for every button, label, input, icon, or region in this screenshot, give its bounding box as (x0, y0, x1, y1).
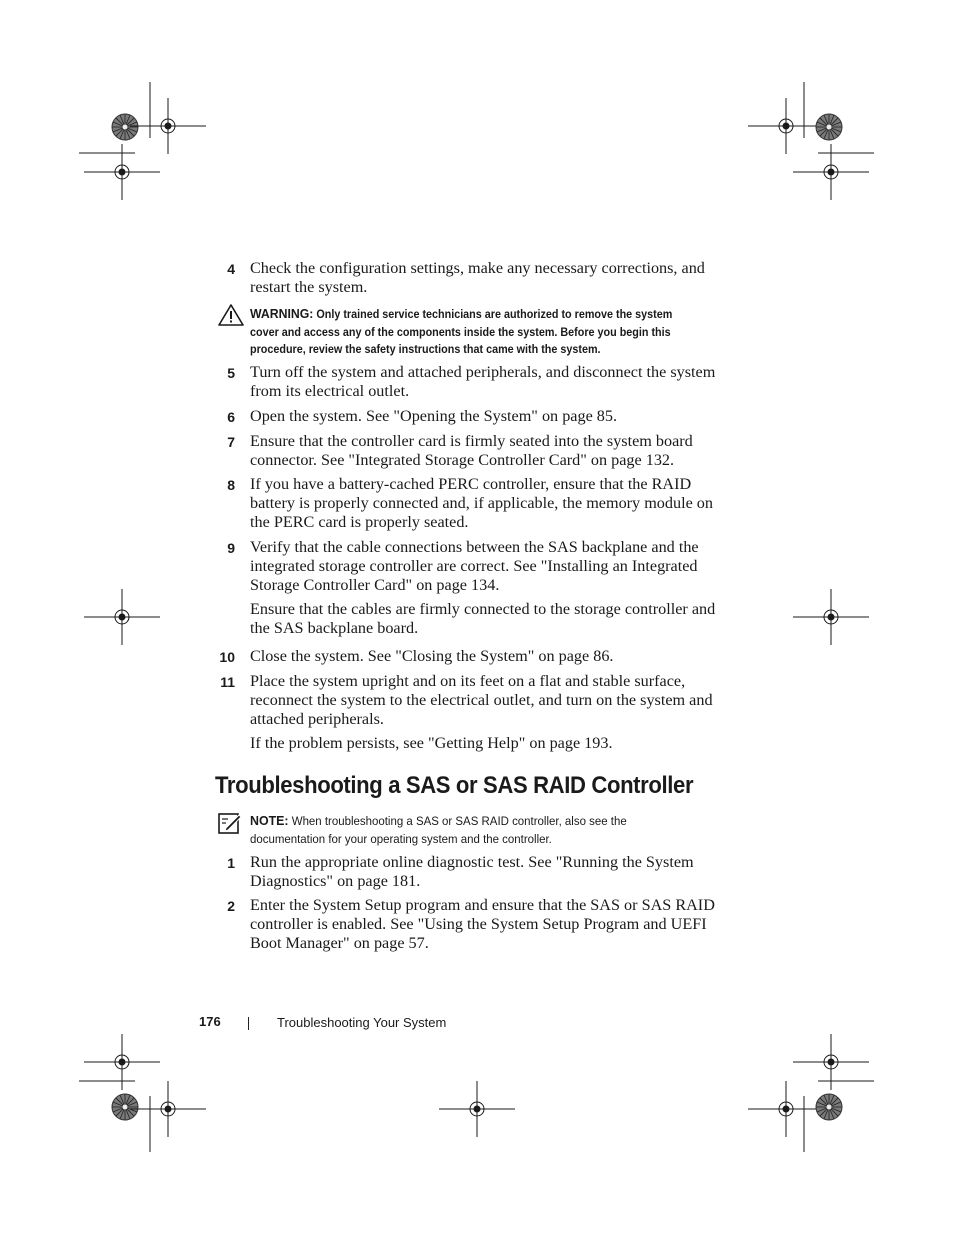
note-body: When troubleshooting a SAS or SAS RAID controller, also see the documentation for your operating system and the controller. (250, 814, 627, 846)
step-text: Place the system upright and on its feet on a flat and stable surface, reconnect the system to the electrical outlet, and turn on the system and attached peripherals. (250, 672, 713, 728)
registration-mark-icon (130, 1081, 206, 1137)
step-11-followup: If the problem persists, see "Getting Help" on page 193. (250, 734, 613, 752)
warning-text (250, 305, 687, 359)
warning-label: WARNING: (250, 306, 314, 321)
step-number: 6 (227, 409, 235, 425)
step-text: Ensure that the controller card is firmly seated into the system board connector. See "Integrated Storage Controller Card" on page 132. (250, 432, 693, 469)
registration-mark-icon (793, 1034, 869, 1090)
footer-chapter-title: Troubleshooting Your System (277, 1015, 447, 1030)
step-text: Turn off the system and attached peripherals, and disconnect the system from its electrical outlet. (250, 363, 716, 400)
note-text (250, 812, 692, 848)
page-number: 176 (199, 1014, 221, 1029)
step-text: If you have a battery-cached PERC controller, ensure that the RAID battery is properly connected and, if applicable, the memory module on the PERC card is properly seated. (250, 475, 713, 531)
warning-body: Only trained service technicians are authorized to remove the system cover and access any of the components inside the system. Before you begin this procedure, review the safety instructions that came with the system. (250, 308, 673, 356)
step-number: 4 (227, 261, 235, 277)
starburst-mark-icon (816, 114, 842, 140)
registration-mark-icon (439, 1081, 515, 1137)
registration-mark-icon (130, 98, 206, 154)
step-number: 2 (227, 898, 235, 914)
registration-mark-icon (748, 1081, 824, 1137)
footer-divider (248, 1017, 249, 1030)
registration-mark-icon (84, 1034, 160, 1090)
step-9-followup: Ensure that the cables are firmly connected to the storage controller and the SAS backplane board. (250, 600, 716, 637)
step-number: 11 (220, 674, 235, 690)
starburst-mark-icon (816, 1094, 842, 1120)
step-number: 9 (227, 540, 235, 556)
step-number: 7 (227, 434, 235, 450)
registration-mark-icon (84, 589, 160, 645)
step-text: Enter the System Setup program and ensure that the SAS or SAS RAID controller is enabled. See "Using the System Setup Program and UEFI Boot Manager" on page 57. (250, 896, 715, 952)
step-number: 10 (219, 649, 235, 665)
registration-mark-icon (793, 589, 869, 645)
note-pencil-icon (218, 812, 242, 839)
registration-mark-icon (748, 98, 824, 154)
step-text: Close the system. See "Closing the System" on page 86. (250, 647, 614, 665)
warning-triangle-icon (218, 304, 244, 331)
step-text: Verify that the cable connections between the SAS backplane and the integrated storage controller are correct. See "Installing an Integrated Storage Controller Card" on page 134. (250, 538, 699, 594)
registration-mark-icon (84, 144, 160, 200)
step-number: 5 (227, 365, 235, 381)
registration-mark-icon (793, 144, 869, 200)
starburst-mark-icon (112, 114, 138, 140)
note-label: NOTE: (250, 813, 289, 828)
step-number: 8 (227, 477, 235, 493)
step-text: Check the configuration settings, make any necessary corrections, and restart the system. (250, 259, 705, 296)
step-text: Open the system. See "Opening the System" on page 85. (250, 407, 618, 425)
step-text: Run the appropriate online diagnostic test. See "Running the System Diagnostics" on page 181. (250, 853, 694, 890)
section-heading: Troubleshooting a SAS or SAS RAID Controller (215, 772, 694, 799)
starburst-mark-icon (112, 1094, 138, 1120)
step-number: 1 (227, 855, 235, 871)
